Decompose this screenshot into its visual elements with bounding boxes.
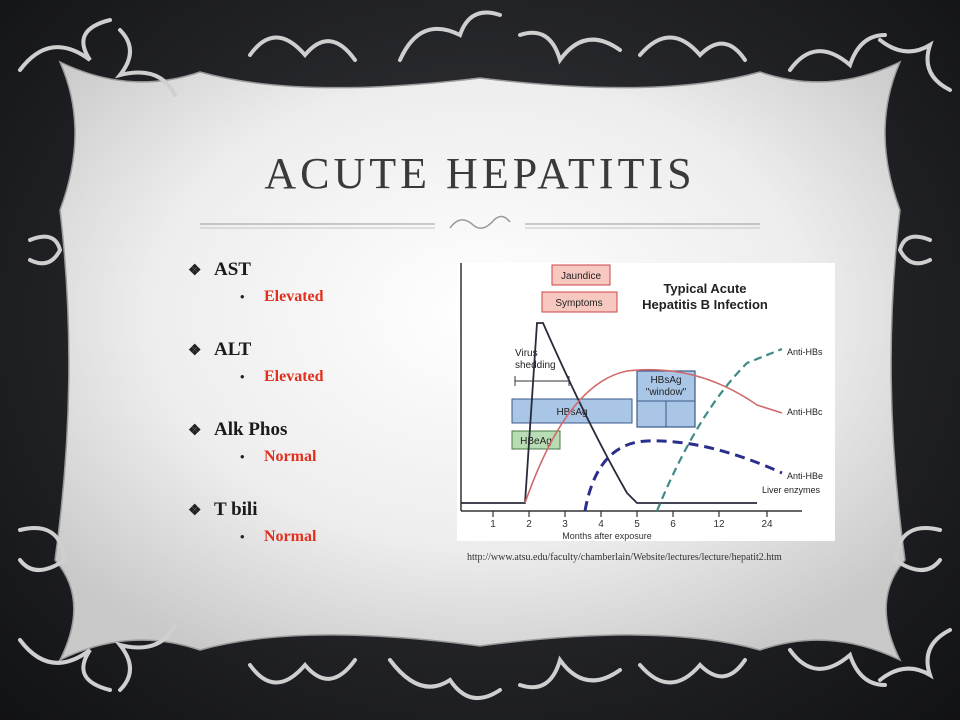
x-ticks (493, 511, 767, 517)
sub-bullet-ast (240, 284, 438, 310)
x-tick-label: 12 (713, 519, 725, 530)
liver-enzymes-label: Liver enzymes (762, 485, 821, 495)
sub-bullet-label: Elevated (264, 368, 324, 385)
sub-bullet-alk-phos (240, 444, 438, 470)
x-tick-label: 2 (526, 519, 532, 530)
bullet-label: Alk Phos (214, 419, 288, 440)
bullet-item-alk-phos (188, 416, 438, 444)
virus-label: shedding (515, 360, 556, 371)
x-axis-label: Months after exposure (562, 531, 652, 541)
x-tick-label: 5 (634, 519, 640, 530)
diamond-quad-icon: ❖ (188, 342, 202, 359)
window-label: HBsAg (650, 375, 682, 386)
virus-label: Virus (515, 348, 538, 359)
bullet-item-ast (188, 256, 438, 284)
sub-bullet-label: Elevated (264, 288, 324, 305)
x-tick-label: 3 (562, 519, 568, 530)
sub-bullet-label: Normal (264, 528, 317, 545)
diamond-quad-icon: ❖ (188, 502, 202, 519)
jaundice-label: Jaundice (560, 271, 602, 282)
sub-bullet-label: Normal (264, 448, 317, 465)
bullet-label: ALT (214, 339, 252, 360)
diagram-title-line1: Typical Acute (663, 281, 747, 296)
bullet-label: AST (214, 259, 251, 280)
x-tick-label: 6 (670, 519, 676, 530)
dot-icon: • (240, 449, 245, 464)
anti-hbe-label: Anti-HBe (787, 471, 824, 481)
window-label: "window" (645, 387, 687, 398)
diamond-quad-icon: ❖ (188, 262, 202, 279)
dot-icon: • (240, 529, 245, 544)
sub-bullet-alt (240, 364, 438, 390)
symptoms-label: Symptoms (555, 298, 603, 309)
source-url: http://www.atsu.edu/faculty/chamberlain/Website/lectures/lecture/hepatit2.htm (467, 552, 782, 563)
bullet-label: T bili (214, 499, 258, 520)
bullet-item-alt (188, 336, 438, 364)
sub-bullet-t-bili (240, 524, 438, 550)
hbeag-label: HBeAg (520, 436, 552, 447)
dot-icon: • (240, 289, 245, 304)
diagram-title-line2: Hepatitis B Infection (642, 297, 768, 312)
hepatitis-b-diagram (457, 263, 835, 541)
bullet-item-t-bili (188, 496, 438, 524)
anti-hbs-label: Anti-HBs (787, 347, 823, 357)
x-tick-label: 4 (598, 519, 604, 530)
slide-title: ACUTE HEPATITIS (264, 149, 696, 198)
anti-hbc-label: Anti-HBc (787, 407, 823, 417)
hepatitis-b-diagram-svg (457, 263, 835, 541)
hbsag-label: HBsAg (556, 407, 588, 418)
diamond-quad-icon: ❖ (188, 422, 202, 439)
x-tick-label: 1 (490, 519, 496, 530)
dot-icon: • (240, 369, 245, 384)
x-tick-label: 24 (761, 519, 773, 530)
bullet-list (188, 256, 438, 576)
